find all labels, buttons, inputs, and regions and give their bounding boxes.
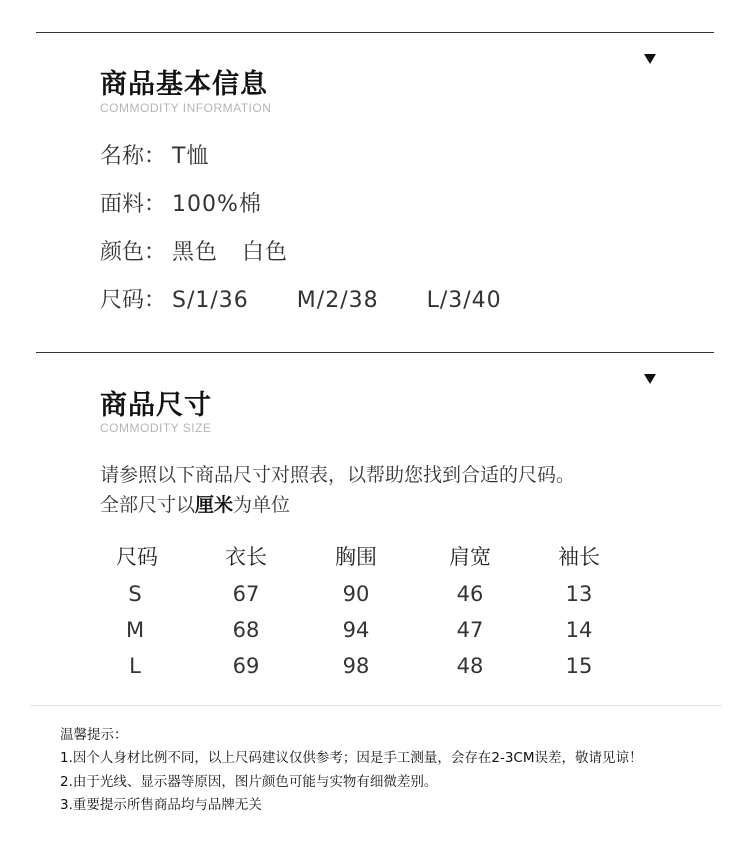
- size-value-l: L/3/40: [426, 288, 502, 313]
- table-header-shoulder: 肩宽: [449, 545, 491, 569]
- collapse-arrow-icon[interactable]: [644, 374, 656, 384]
- middle-divider: [36, 352, 714, 353]
- tip-item-3: 3.重要提示所售商品均与品牌无关: [60, 797, 262, 813]
- size-desc-line2: [100, 490, 290, 517]
- size-section-title: 商品尺寸: [100, 390, 212, 421]
- size-value-s: S/1/36: [172, 288, 249, 313]
- size-section-subtitle: COMMODITY SIZE: [100, 421, 212, 435]
- table-header-size: 尺码: [116, 545, 158, 569]
- table-cell: 69: [232, 654, 260, 678]
- collapse-arrow-icon[interactable]: [644, 54, 656, 64]
- table-cell: 47: [456, 618, 484, 642]
- fabric-value: 100%棉: [172, 192, 262, 217]
- fabric-row: [100, 187, 262, 218]
- tips-title: 温馨提示：: [60, 727, 128, 743]
- table-cell: 46: [456, 582, 484, 606]
- basic-info-subtitle: COMMODITY INFORMATION: [100, 101, 272, 115]
- top-divider: [36, 32, 714, 33]
- size-row: [100, 283, 502, 314]
- size-value-m: M/2/38: [296, 288, 379, 313]
- table-cell: 68: [232, 618, 260, 642]
- name-row: [100, 139, 209, 170]
- name-value: T恤: [172, 144, 210, 169]
- name-label: 名称：: [100, 144, 167, 169]
- color-label: 颜色：: [100, 240, 167, 265]
- table-header-sleeve: 袖长: [558, 545, 600, 569]
- color-value-white: 白色: [242, 240, 289, 265]
- basic-info-title: 商品基本信息: [100, 69, 268, 100]
- table-cell: L: [129, 654, 141, 678]
- table-cell: 15: [565, 654, 593, 678]
- table-cell: 67: [232, 582, 260, 606]
- table-cell: M: [125, 618, 145, 642]
- size-desc-unit: 厘米: [195, 494, 234, 516]
- table-cell: 13: [565, 582, 593, 606]
- size-desc-pre: 全部尺寸以: [100, 494, 196, 516]
- table-cell: 90: [342, 582, 370, 606]
- table-cell: 14: [565, 618, 593, 642]
- size-desc-post: 为单位: [233, 494, 291, 516]
- table-header-length: 衣长: [225, 545, 267, 569]
- tip-item-1: 1.因个人身材比例不同，以上尺码建议仅供参考；因是手工测量，会存在2-3CM误差，敬请见谅！: [60, 750, 643, 766]
- table-cell: 98: [342, 654, 370, 678]
- table-header-chest: 胸围: [335, 545, 377, 569]
- table-cell: 48: [456, 654, 484, 678]
- size-label: 尺码：: [100, 288, 167, 313]
- size-desc-line1: 请参照以下商品尺寸对照表，以帮助您找到合适的尺码。: [100, 464, 576, 486]
- color-value-black: 黑色: [172, 240, 219, 265]
- color-row: [100, 235, 288, 266]
- tips-divider: [30, 705, 722, 706]
- table-cell: S: [128, 582, 142, 606]
- tip-item-2: 2.由于光线、显示器等原因，图片颜色可能与实物有细微差别。: [60, 774, 438, 790]
- table-cell: 94: [342, 618, 370, 642]
- fabric-label: 面料：: [100, 192, 167, 217]
